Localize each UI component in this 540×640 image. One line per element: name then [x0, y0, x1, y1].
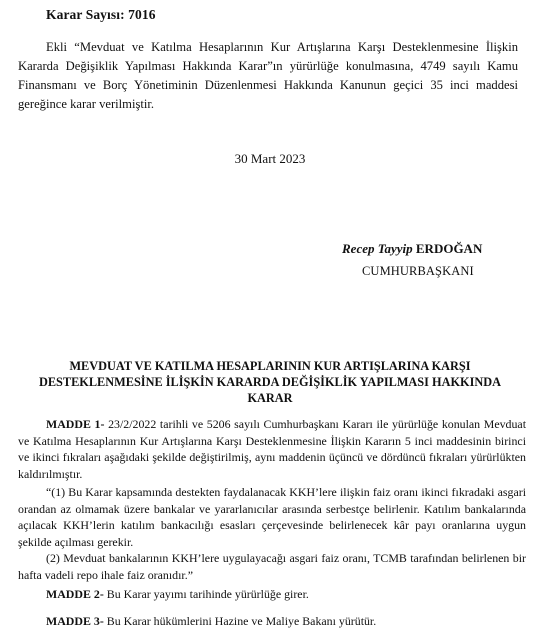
article-1-paragraph-2: (2) Mevduat bankalarının KKH’lere uygulayacağı asgari faiz oranı, TCMB tarafından belirlenen bir hafta vadeli repo ihale faiz oranıdır.”	[18, 551, 526, 582]
article-2-text: Bu Karar yayımı tarihinde yürürlüğe girer.	[103, 587, 309, 601]
signer-given-names: Recep Tayyip	[342, 241, 413, 256]
decision-number: Karar Sayısı: 7016	[46, 7, 156, 22]
article-3-text: Bu Karar hükümlerini Hazine ve Maliye Bakanı yürütür.	[103, 614, 377, 628]
article-3-label: MADDE 3-	[46, 614, 104, 628]
article-2	[46, 586, 526, 603]
signer-title: CUMHURBAŞKANI	[362, 264, 474, 278]
article-1-label: MADDE 1-	[46, 417, 105, 431]
article-3	[46, 613, 526, 630]
article-1-text: 23/2/2022 tarihli ve 5206 sayılı Cumhurbaşkanı Kararı ile yürürlüğe konulan Mevduat ve Katılma Hesaplarının Kur Artışlarına Karşı Desteklenmesine İlişkin Kararın 5 inci maddesinin birinci ve ikinci fıkraları aşağıdaki şekilde değiştirilmiş, aynı maddenin üçüncü ve dördüncü fıkraları yürürlükten kaldırılmıştır.	[18, 417, 527, 481]
decision-date: 30 Mart 2023	[234, 151, 306, 166]
intro-paragraph: Ekli “Mevduat ve Katılma Hesaplarının Kur Artışlarına Karşı Desteklenmesine İlişkin Kararda Değişiklik Yapılması Hakkında Karar”ın yürürlüğe konulmasına, 4749 sayılı Kamu Finansmanı ve Borç Yönetiminin Düzenlenmesi Hakkında Kanunun geçici 35 inci maddesi gereğince karar verilmiştir.	[18, 40, 518, 111]
signer-surname: ERDOĞAN	[415, 241, 483, 256]
signer-name	[342, 241, 482, 257]
decree-title: MEVDUAT VE KATILMA HESAPLARININ KUR ARTIŞLARINA KARŞI DESTEKLENMESİNE İLİŞKİN KARARDA DEĞİŞİKLİK YAPILMASI HAKKINDA KARAR	[38, 359, 502, 405]
article-1	[18, 416, 526, 482]
article-2-label: MADDE 2-	[46, 587, 104, 601]
article-1-paragraph-1: “(1) Bu Karar kapsamında destekten faydalanacak KKH’lere ilişkin faiz oranı ikinci fıkradaki asgari orandan az olmamak üzere bankalar ve yararlanıcılar arasında serbestçe belirlenir. Katılım bankalarında açılacak KKH’lerin katılım bankacılığı esasları çerçevesinde belirlenecek kâr payı oranlarına uygun şekilde açılması gerekir.	[18, 485, 526, 549]
